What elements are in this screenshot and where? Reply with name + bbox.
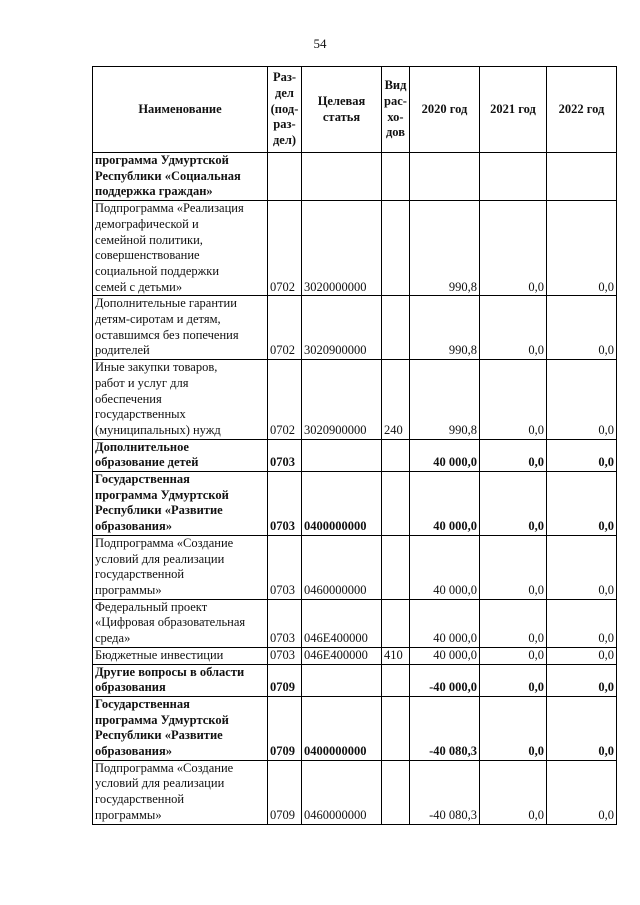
row-value-2022: 0,0 xyxy=(547,647,617,664)
row-value-2021: 0,0 xyxy=(480,599,547,647)
page-number: 54 xyxy=(313,36,327,51)
row-target: 0400000000 xyxy=(302,696,382,760)
row-expense: 410 xyxy=(382,647,410,664)
table-row xyxy=(93,760,617,824)
table-row xyxy=(93,599,617,647)
row-section: 0709 xyxy=(268,696,302,760)
row-expense xyxy=(382,201,410,296)
budget-table xyxy=(92,66,617,825)
row-target xyxy=(302,153,382,201)
row-name: Бюджетные инвестиции xyxy=(93,647,268,664)
row-name: Подпрограмма «Создание условий для реализации государственной программы» xyxy=(93,535,268,599)
row-expense xyxy=(382,664,410,696)
header-expense: Вид рас- хо- дов xyxy=(382,67,410,153)
table-row xyxy=(93,201,617,296)
row-name: Государственная программа Удмуртской Республики «Развитие образования» xyxy=(93,472,268,536)
row-value-2022: 0,0 xyxy=(547,760,617,824)
row-value-2020: 990,8 xyxy=(410,201,480,296)
row-target: 0460000000 xyxy=(302,760,382,824)
row-value-2022: 0,0 xyxy=(547,201,617,296)
row-value-2020: 40 000,0 xyxy=(410,535,480,599)
row-value-2020: -40 080,3 xyxy=(410,696,480,760)
row-target: 0400000000 xyxy=(302,472,382,536)
row-value-2021: 0,0 xyxy=(480,296,547,360)
row-target: 0460000000 xyxy=(302,535,382,599)
row-name: Иные закупки товаров, работ и услуг для обеспечения государственных (муниципальных) нужд xyxy=(93,360,268,440)
row-value-2020: -40 000,0 xyxy=(410,664,480,696)
row-expense xyxy=(382,153,410,201)
table-header-row xyxy=(93,67,617,153)
table-row xyxy=(93,153,617,201)
header-2022: 2022 год xyxy=(547,67,617,153)
row-value-2022: 0,0 xyxy=(547,535,617,599)
row-target: 046E400000 xyxy=(302,599,382,647)
row-value-2020: 990,8 xyxy=(410,296,480,360)
header-section: Раз- дел (под- раз- дел) xyxy=(268,67,302,153)
row-expense xyxy=(382,535,410,599)
row-name: программа Удмуртской Республики «Социальная поддержка граждан» xyxy=(93,153,268,201)
row-section: 0703 xyxy=(268,472,302,536)
table-row xyxy=(93,472,617,536)
table-row xyxy=(93,647,617,664)
row-target: 3020900000 xyxy=(302,360,382,440)
header-name: Наименование xyxy=(93,67,268,153)
row-section: 0703 xyxy=(268,599,302,647)
row-expense xyxy=(382,472,410,536)
row-name: Подпрограмма «Создание условий для реализации государственной программы» xyxy=(93,760,268,824)
row-value-2021: 0,0 xyxy=(480,439,547,471)
row-value-2020: 40 000,0 xyxy=(410,647,480,664)
row-name: Федеральный проект «Цифровая образовательная среда» xyxy=(93,599,268,647)
row-value-2022: 0,0 xyxy=(547,296,617,360)
row-section: 0709 xyxy=(268,664,302,696)
row-target xyxy=(302,664,382,696)
row-value-2022: 0,0 xyxy=(547,360,617,440)
row-value-2021: 0,0 xyxy=(480,664,547,696)
header-2020: 2020 год xyxy=(410,67,480,153)
table-row xyxy=(93,296,617,360)
row-value-2020: 40 000,0 xyxy=(410,472,480,536)
row-expense xyxy=(382,760,410,824)
row-value-2020: 40 000,0 xyxy=(410,599,480,647)
row-name: Подпрограмма «Реализация демографической и семейной политики, совершенствование социальной поддержки семей с детьми» xyxy=(93,201,268,296)
row-section: 0702 xyxy=(268,296,302,360)
row-expense xyxy=(382,696,410,760)
header-target: Целевая статья xyxy=(302,67,382,153)
row-section: 0703 xyxy=(268,535,302,599)
row-value-2021: 0,0 xyxy=(480,472,547,536)
row-value-2022 xyxy=(547,153,617,201)
row-target: 3020000000 xyxy=(302,201,382,296)
row-section: 0702 xyxy=(268,360,302,440)
row-expense xyxy=(382,296,410,360)
row-value-2021: 0,0 xyxy=(480,360,547,440)
row-value-2020 xyxy=(410,153,480,201)
row-section: 0703 xyxy=(268,439,302,471)
row-section: 0702 xyxy=(268,201,302,296)
table-row xyxy=(93,535,617,599)
row-name: Государственная программа Удмуртской Республики «Развитие образования» xyxy=(93,696,268,760)
row-value-2021 xyxy=(480,153,547,201)
row-target xyxy=(302,439,382,471)
row-value-2020: -40 080,3 xyxy=(410,760,480,824)
row-section xyxy=(268,153,302,201)
row-name: Дополнительные гарантии детям-сиротам и детям, оставшимся без попечения родителей xyxy=(93,296,268,360)
row-value-2021: 0,0 xyxy=(480,647,547,664)
row-value-2021: 0,0 xyxy=(480,201,547,296)
row-expense: 240 xyxy=(382,360,410,440)
row-value-2022: 0,0 xyxy=(547,439,617,471)
table-row xyxy=(93,696,617,760)
row-value-2020: 990,8 xyxy=(410,360,480,440)
row-value-2021: 0,0 xyxy=(480,696,547,760)
row-target: 046E400000 xyxy=(302,647,382,664)
row-value-2022: 0,0 xyxy=(547,696,617,760)
row-section: 0703 xyxy=(268,647,302,664)
row-name: Другие вопросы в области образования xyxy=(93,664,268,696)
row-expense xyxy=(382,599,410,647)
row-name: Дополнительное образование детей xyxy=(93,439,268,471)
header-2021: 2021 год xyxy=(480,67,547,153)
table-row xyxy=(93,360,617,440)
row-target: 3020900000 xyxy=(302,296,382,360)
row-value-2021: 0,0 xyxy=(480,535,547,599)
row-value-2022: 0,0 xyxy=(547,599,617,647)
row-expense xyxy=(382,439,410,471)
table-row xyxy=(93,664,617,696)
row-value-2020: 40 000,0 xyxy=(410,439,480,471)
table-row xyxy=(93,439,617,471)
row-value-2022: 0,0 xyxy=(547,472,617,536)
row-section: 0709 xyxy=(268,760,302,824)
row-value-2022: 0,0 xyxy=(547,664,617,696)
row-value-2021: 0,0 xyxy=(480,760,547,824)
